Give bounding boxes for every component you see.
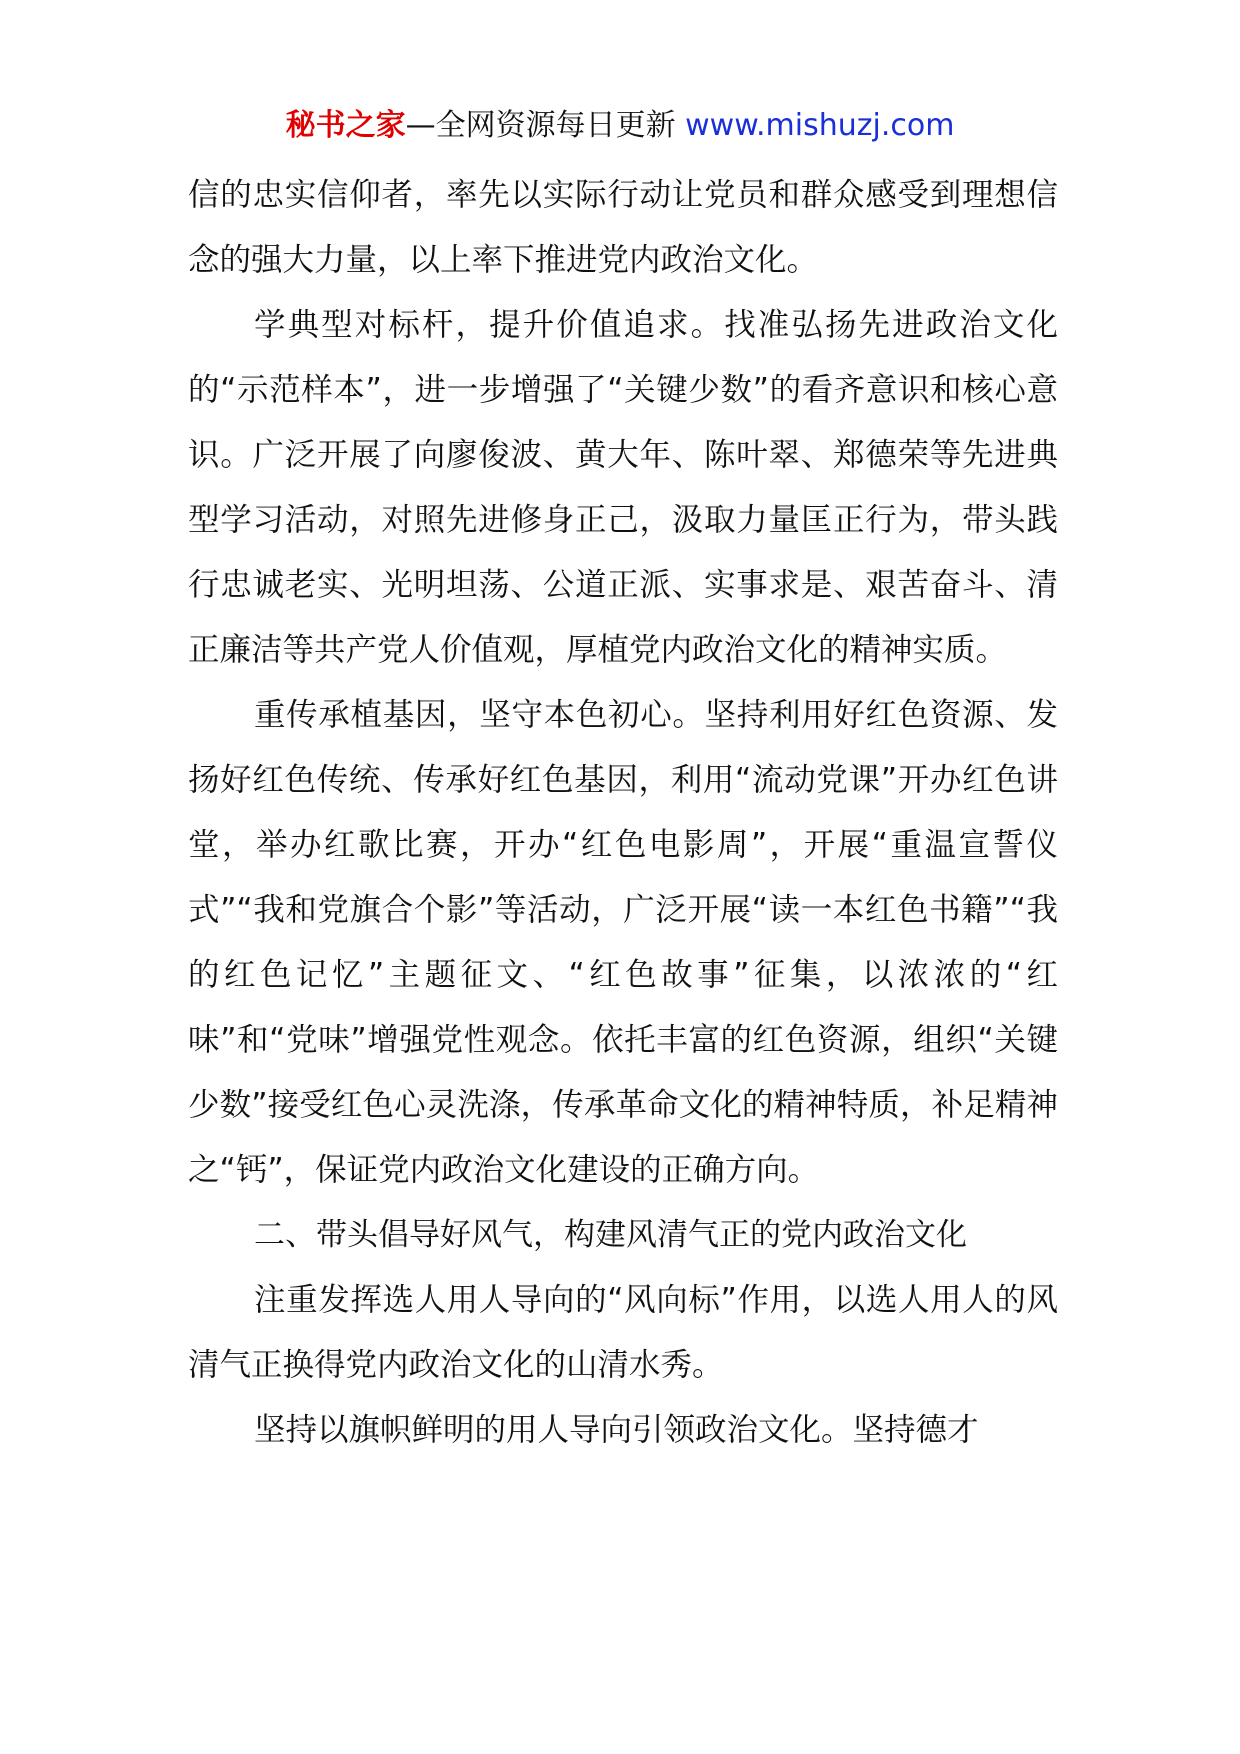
paragraph-continuation: 信的忠实信仰者，率先以实际行动让党员和群众感受到理想信念的强大力量，以上率下推进党内政治文化。 — [188, 177, 1058, 278]
paragraph-typical-models: 学典型对标杆，提升价值追求。找准弘扬先进政治文化的“示范样本”，进一步增强了“关键少数”的看齐意识和核心意识。广泛开展了向廖俊波、黄大年、陈叶翠、郑德荣等先进典型学习活动，对照先进修身正己，汲取力量匡正行为，带头践行忠诚老实、光明坦荡、公道正派、实事求是、艰苦奋斗、清正廉洁等共产党人价值观，厚植党内政治文化的精神实质。 — [188, 307, 1058, 668]
site-url-link[interactable]: www.mishuzj.com — [685, 108, 955, 143]
document-body — [188, 163, 1058, 1463]
section-heading: 二、带头倡导好风气，构建风清气正的党内政治文化 — [254, 1217, 967, 1253]
paragraph-employment-orientation: 坚持以旗帜鲜明的用人导向引领政治文化。坚持德才 — [254, 1412, 979, 1448]
paragraph-selection-guidance: 注重发挥选人用人导向的“风向标”作用，以选人用人的风清气正换得党内政治文化的山清水秀。 — [188, 1282, 1058, 1383]
site-header — [0, 106, 1240, 146]
site-tagline: —全网资源每日更新 — [405, 108, 686, 143]
paragraph-red-heritage: 重传承植基因，坚守本色初心。坚持利用好红色资源、发扬好红色传统、传承好红色基因，利用“流动党课”开办红色讲堂，举办红歌比赛，开办“红色电影周”，开展“重温宣誓仪式”“我和党旗合个影”等活动，广泛开展“读一本红色书籍”“我的红色记忆”主题征文、“红色故事”征集，以浓浓的“红味”和“党味”增强党性观念。依托丰富的红色资源，组织“关键少数”接受红色心灵洗涤，传承革命文化的精神特质，补足精神之“钙”，保证党内政治文化建设的正确方向。 — [188, 697, 1058, 1188]
site-brand: 秘书之家 — [285, 108, 406, 143]
